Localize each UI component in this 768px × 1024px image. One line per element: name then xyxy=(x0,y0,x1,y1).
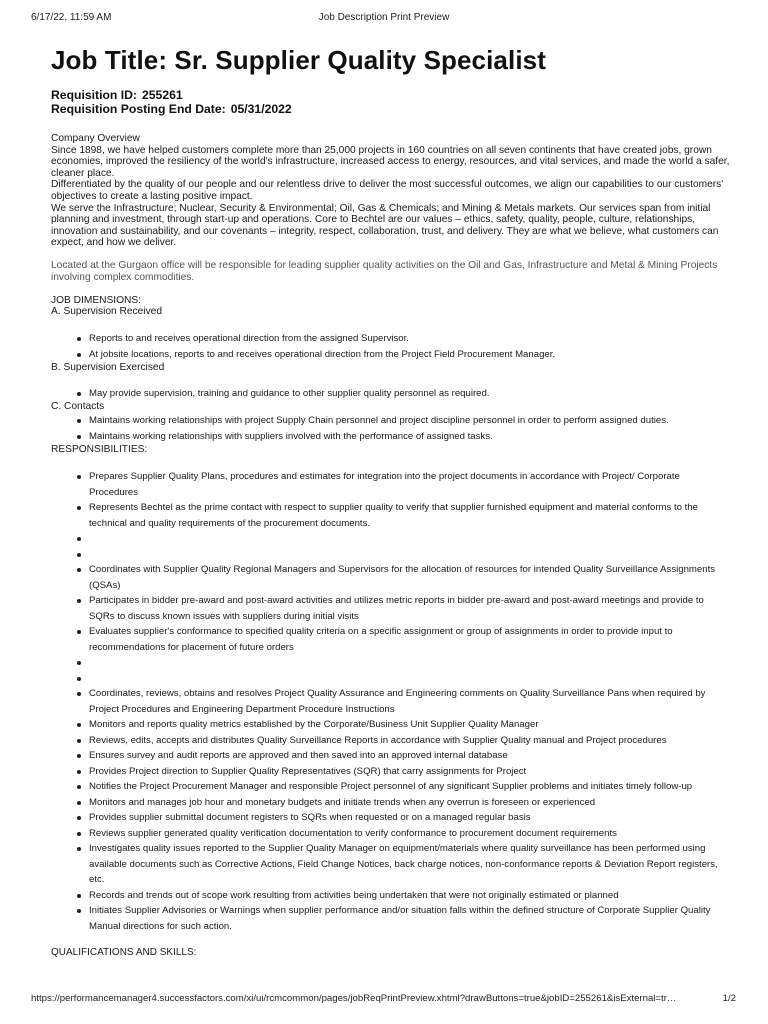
requisition-id-value: 255261 xyxy=(142,88,183,102)
list-item: Investigates quality issues reported to the Supplier Quality Manager on equipment/materials where quality surveillance has been performed using available documents such as Corrective Actions, Field Change Notices, back charge notices, non-conformance reports & Deviation Report registers, etc. xyxy=(89,841,731,888)
list-item: Reviews, edits, accepts and distributes Quality Surveillance Reports in accordance with Supplier Quality manual and Project procedures xyxy=(89,733,731,749)
list-item: Maintains working relationships with suppliers involved with the performance of assigned tasks. xyxy=(89,429,731,445)
requisition-id-row xyxy=(51,88,731,102)
list-item: Reviews supplier generated quality verification documentation to verify conformance to procurement document requirements xyxy=(89,826,731,842)
list-item: Participates in bidder pre-award and post-award activities and utilizes metric reports in bidder pre-award and post-award meetings and provide to SQRs to discuss known issues with suppliers during initial visits xyxy=(89,593,731,624)
job-dimensions-heading: JOB DIMENSIONS: xyxy=(51,294,142,306)
job-title: Job Title: Sr. Supplier Quality Specialist xyxy=(51,45,546,75)
list-item: Coordinates, reviews, obtains and resolves Project Quality Assurance and Engineering comments on Quality Surveillance Pans when required by Project Procedures and Engineering Department Procedure Instructions xyxy=(89,686,731,717)
qualifications-heading: QUALIFICATIONS AND SKILLS: xyxy=(51,947,197,959)
page-number: 1/2 xyxy=(722,993,736,1004)
responsibilities-list xyxy=(51,469,731,934)
list-item: Records and trends out of scope work resulting from activities being undertaken that were not originally estimated or planned xyxy=(89,888,731,904)
supervision-received-heading: A. Supervision Received xyxy=(51,306,162,318)
empty-list-item xyxy=(89,531,731,547)
contacts-list xyxy=(51,413,731,444)
list-item: Monitors and manages job hour and monetary budgets and initiate trends when any overrun is foreseen or experienced xyxy=(89,795,731,811)
print-footer xyxy=(0,992,768,1012)
list-item: Prepares Supplier Quality Plans, procedures and estimates for integration into the project documents in accordance with Project/ Corporate Procedures xyxy=(89,469,731,500)
responsibilities-heading: RESPONSIBILITIES: xyxy=(51,444,148,456)
empty-list-item xyxy=(89,655,731,671)
list-item: Provides supplier submittal document registers to SQRs when requested or on a managed regular basis xyxy=(89,810,731,826)
list-item: Ensures survey and audit reports are approved and then saved into an approved internal database xyxy=(89,748,731,764)
page-url: https://performancemanager4.successfactors.com/xi/ui/rcmcommon/pages/jobReqPrintPreview.xhtml?drawButtons=true&jobID=255261&isExternal=tr… xyxy=(31,993,677,1004)
empty-list-item xyxy=(89,547,731,563)
print-page-title: Job Description Print Preview xyxy=(318,12,450,23)
list-item: Notifies the Project Procurement Manager and responsible Project personnel of any significant Supplier problems and initiates timely follow-up xyxy=(89,779,731,795)
posting-end-row xyxy=(51,102,731,116)
print-header xyxy=(0,0,768,24)
list-item: Initiates Supplier Advisories or Warnings when supplier performance and/or situation falls within the defined structure of Corporate Supplier Quality Manual directions for such action. xyxy=(89,903,731,934)
list-item: At jobsite locations, reports to and receives operational direction from the Project Field Procurement Manager. xyxy=(89,347,731,363)
print-datetime: 6/17/22, 11:59 AM xyxy=(31,12,112,23)
location-statement: Located at the Gurgaon office will be responsible for leading supplier quality activities on the Oil and Gas, Infrastructure and Metal & Mining Projects involving complex commodities. xyxy=(51,259,718,283)
contacts-heading: C. Contacts xyxy=(51,401,105,413)
supervision-exercised-list xyxy=(51,386,731,402)
list-item: Maintains working relationships with project Supply Chain personnel and project discipline personnel in order to perform assigned duties. xyxy=(89,413,731,429)
supervision-received-list xyxy=(51,331,731,362)
list-item: Reports to and receives operational direction from the assigned Supervisor. xyxy=(89,331,731,347)
requisition-id-label: Requisition ID: xyxy=(51,88,137,102)
company-overview xyxy=(51,133,731,249)
posting-end-value: 05/31/2022 xyxy=(230,102,292,116)
list-item: Coordinates with Supplier Quality Regional Managers and Supervisors for the allocation of resources for intended Quality Surveillance Assignments (QSAs) xyxy=(89,562,731,593)
posting-end-label: Requisition Posting End Date: xyxy=(51,102,226,116)
supervision-exercised-heading: B. Supervision Exercised xyxy=(51,362,165,374)
empty-list-item xyxy=(89,671,731,687)
list-item: Monitors and reports quality metrics established by the Corporate/Business Unit Supplier Quality Manager xyxy=(89,717,731,733)
requisition-info xyxy=(51,88,731,116)
list-item: May provide supervision, training and guidance to other supplier quality personnel as required. xyxy=(89,386,731,402)
list-item: Evaluates supplier's conformance to specified quality criteria on a specific assignment or group of assignments in order to provide input to recommendations for placement of future orders xyxy=(89,624,731,655)
job-description xyxy=(51,44,731,958)
overview-paragraph: Since 1898, we have helped customers complete more than 25,000 projects in 160 countries on all seven continents that have created jobs, grown economies, improved the resiliency of the world's infrastructure, increased access to energy, resources, and vital services, and made the world a safer, cleaner place. xyxy=(51,144,730,179)
overview-heading: Company Overview xyxy=(51,133,140,144)
overview-paragraph: Differentiated by the quality of our people and our relentless drive to deliver the most successful outcomes, we align our capabilities to our customers' objectives to create a lasting positive impact. xyxy=(51,179,724,202)
list-item: Provides Project direction to Supplier Quality Representatives (SQR) that carry assignments for Project xyxy=(89,764,731,780)
overview-paragraph: We serve the Infrastructure; Nuclear, Security & Environmental; Oil, Gas & Chemicals; and Mining & Metals markets. Our services span from initial planning and investment, through start-up and operations. Core to Bechtel are our values – ethics, safety, quality, people, culture, relationships, innovation and sustainability, and our covenants – integrity, respect, collaboration, trust, and delivery. They are what we believe, what customers can expect, and how we deliver. xyxy=(51,202,719,249)
list-item: Represents Bechtel as the prime contact with respect to supplier quality to verify that supplier furnished equipment and material conforms to the technical and quality requirements of the procurement documents. xyxy=(89,500,731,531)
